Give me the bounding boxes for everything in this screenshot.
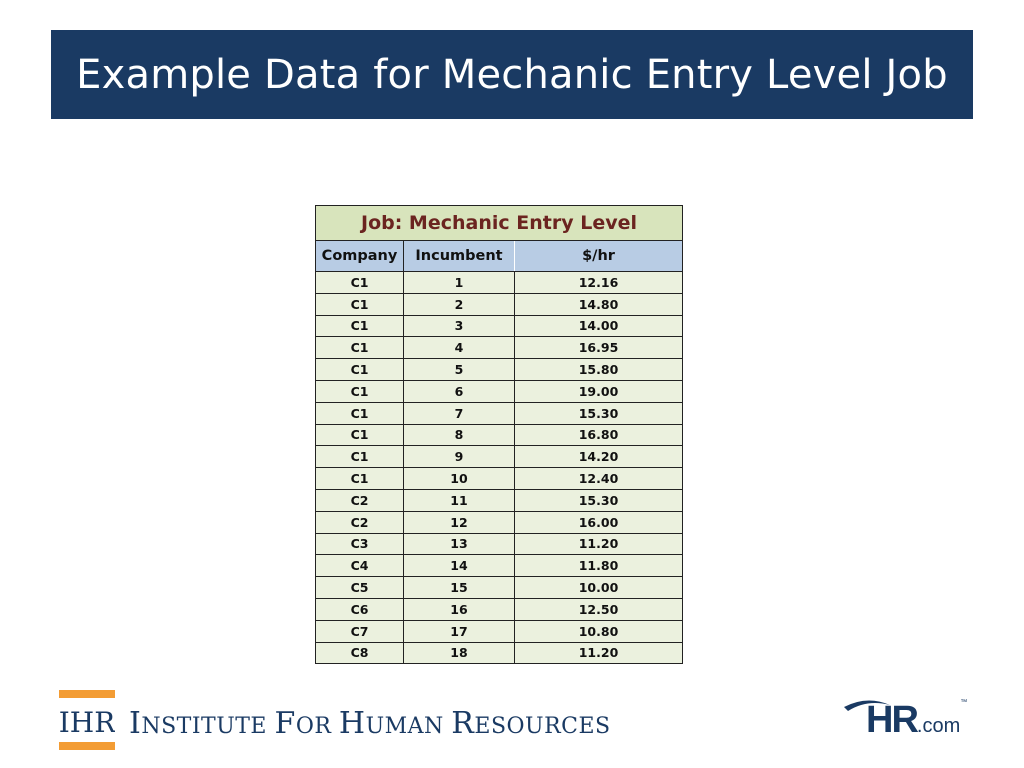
column-header-incumbent: Incumbent	[404, 241, 515, 272]
table-row	[316, 424, 683, 446]
cell-incumbent: 18	[404, 642, 515, 664]
cell-company: C4	[316, 555, 404, 577]
cell-incumbent: 10	[404, 468, 515, 490]
cell-company: C1	[316, 424, 404, 446]
cell-company: C5	[316, 577, 404, 599]
cell-rate: 12.40	[515, 468, 683, 490]
cell-company: C1	[316, 446, 404, 468]
cell-rate: 14.00	[515, 315, 683, 337]
cell-company: C1	[316, 337, 404, 359]
ihr-institute-name: INSTITUTE FOR HUMAN RESOURCES	[129, 706, 611, 741]
cell-incumbent: 8	[404, 424, 515, 446]
table-row	[316, 359, 683, 381]
data-table-container	[315, 205, 682, 664]
table-row	[316, 272, 683, 294]
cell-rate: 10.00	[515, 577, 683, 599]
cell-rate: 14.80	[515, 293, 683, 315]
cell-incumbent: 15	[404, 577, 515, 599]
column-header-company: Company	[316, 241, 404, 272]
table-row	[316, 402, 683, 424]
cell-incumbent: 12	[404, 511, 515, 533]
cell-incumbent: 1	[404, 272, 515, 294]
cell-rate: 16.00	[515, 511, 683, 533]
table-row	[316, 489, 683, 511]
cell-incumbent: 13	[404, 533, 515, 555]
cell-rate: 12.16	[515, 272, 683, 294]
cell-incumbent: 6	[404, 380, 515, 402]
cell-company: C2	[316, 511, 404, 533]
title-bar	[51, 30, 973, 119]
cell-rate: 12.50	[515, 598, 683, 620]
job-title-header: Job: Mechanic Entry Level	[316, 206, 683, 241]
cell-incumbent: 4	[404, 337, 515, 359]
table-row	[316, 511, 683, 533]
table-row	[316, 380, 683, 402]
table-row	[316, 577, 683, 599]
cell-rate: 19.00	[515, 380, 683, 402]
ihr-logo	[59, 690, 629, 750]
table-row	[316, 533, 683, 555]
cell-rate: 14.20	[515, 446, 683, 468]
cell-company: C1	[316, 359, 404, 381]
cell-company: C1	[316, 315, 404, 337]
cell-company: C8	[316, 642, 404, 664]
cell-rate: 15.80	[515, 359, 683, 381]
cell-company: C1	[316, 402, 404, 424]
cell-rate: 16.80	[515, 424, 683, 446]
cell-incumbent: 11	[404, 489, 515, 511]
cell-company: C1	[316, 468, 404, 490]
cell-incumbent: 7	[404, 402, 515, 424]
cell-rate: 15.30	[515, 402, 683, 424]
cell-incumbent: 2	[404, 293, 515, 315]
cell-company: C3	[316, 533, 404, 555]
table-row	[316, 446, 683, 468]
table-row	[316, 468, 683, 490]
cell-rate: 11.20	[515, 642, 683, 664]
mechanic-data-table	[315, 205, 683, 664]
cell-incumbent: 14	[404, 555, 515, 577]
ihr-logo-mark-icon	[59, 690, 115, 750]
cell-company: C1	[316, 272, 404, 294]
cell-incumbent: 16	[404, 598, 515, 620]
cell-company: C1	[316, 380, 404, 402]
page-title: Example Data for Mechanic Entry Level Job	[76, 51, 948, 98]
table-row	[316, 598, 683, 620]
cell-incumbent: 5	[404, 359, 515, 381]
table-row	[316, 555, 683, 577]
table-row	[316, 337, 683, 359]
cell-company: C6	[316, 598, 404, 620]
cell-company: C7	[316, 620, 404, 642]
cell-company: C2	[316, 489, 404, 511]
table-row	[316, 293, 683, 315]
column-header-rate: $/hr	[515, 241, 683, 272]
cell-incumbent: 3	[404, 315, 515, 337]
cell-rate: 10.80	[515, 620, 683, 642]
table-row	[316, 620, 683, 642]
cell-incumbent: 17	[404, 620, 515, 642]
table-row	[316, 315, 683, 337]
table-row	[316, 642, 683, 664]
cell-incumbent: 9	[404, 446, 515, 468]
hrcom-logo	[842, 697, 982, 743]
cell-rate: 11.80	[515, 555, 683, 577]
table-body	[316, 272, 683, 664]
cell-rate: 11.20	[515, 533, 683, 555]
cell-rate: 15.30	[515, 489, 683, 511]
cell-rate: 16.95	[515, 337, 683, 359]
cell-company: C1	[316, 293, 404, 315]
hrcom-wordmark: HR.com™	[866, 699, 968, 741]
ihr-logo-mark-text: IHR	[59, 706, 115, 739]
